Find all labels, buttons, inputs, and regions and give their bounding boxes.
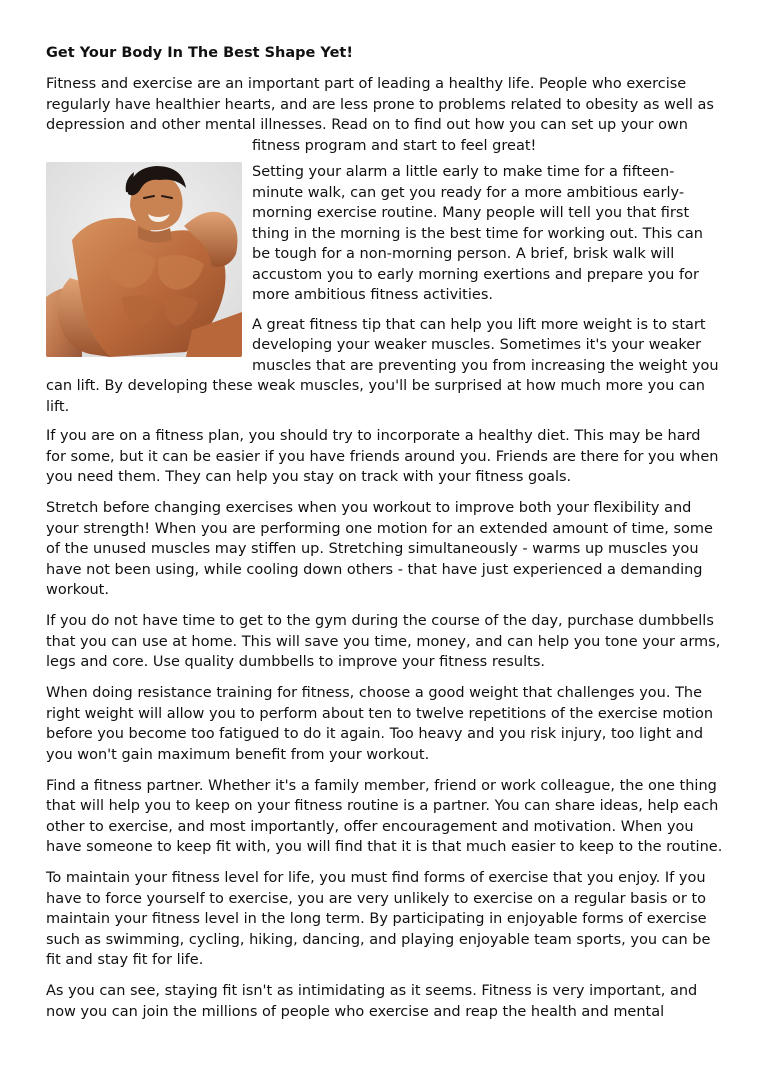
document-content — [46, 43, 724, 1022]
paragraph-4: Stretch before changing exercises when you workout to improve both your flexibility and your strength! When you are performing one motion for an extended amount of time, some of the unused muscles may stiffen up. Stretching simultaneously - warms up muscles you have not been using, while cooling down others - that have just experienced a demanding workout. — [46, 500, 713, 598]
paragraph-7: Find a fitness partner. Whether it's a family member, friend or work colleague, the one thing that will help you to keep on your fitness routine is a partner. You can share ideas, help each other to exercise, and most importantly, offer encouragement and motivation. When you have someone to keep fit with, you will find that it is that much easier to keep to the routine. — [46, 777, 723, 855]
paragraph-6: When doing resistance training for fitness, choose a good weight that challenges you. The right weight will allow you to perform about ten to twelve repetitions of the exercise motion before you become too fatigued to do it again. Too heavy and you risk injury, too light and you won't gain maximum benefit from your workout. — [46, 685, 714, 763]
intro-paragraph — [46, 74, 724, 156]
page-title: Get Your Body In The Best Shape Yet! — [46, 45, 353, 61]
intro-text: Fitness and exercise are an important part of leading a healthy life. People who exercise regularly have healthier hearts, and are less prone to problems related to obesity as well as depression and other mental illnesses. Read on to find out how you can set up your own — [46, 76, 714, 133]
bodybuilder-illustration — [46, 162, 242, 357]
paragraph-2: A great fitness tip that can help you lift more weight is to start developing your weaker muscles. Sometimes it's your weaker muscles that are preventing you from increasing the weight you can lift. By developing these weak muscles, you'll be surprised at how much more you can lift. — [46, 316, 719, 415]
paragraph-5: If you do not have time to get to the gym during the course of the day, purchase dumbbells that you can use at home. This will save you time, money, and can help you tone your arms, legs and core. Use quality dumbbells to improve your fitness results. — [46, 613, 721, 670]
paragraph-8: To maintain your fitness level for life, you must find forms of exercise that you enjoy. If you have to force yourself to exercise, you are very unlikely to exercise on a regular basis or to maintain your fitness level in the long term. By participating in enjoyable forms of exercise such as swimming, cycling, hiking, dancing, and playing enjoyable team sports, you can be fit and stay fit for life. — [46, 870, 711, 968]
paragraph-3: If you are on a fitness plan, you should try to incorporate a healthy diet. This may be hard for some, but it can be easier if you have friends around you. Friends are there for you when you need them. They can help you stay on track with your fitness goals. — [46, 428, 719, 485]
intro-tail: fitness program and start to feel great! — [252, 137, 537, 154]
bodybuilder-photo — [46, 162, 242, 357]
paragraph-9: As you can see, staying fit isn't as intimidating as it seems. Fitness is very important, and now you can join the millions of people who exercise and reap the health and mental — [46, 983, 698, 1020]
paragraph-1: Setting your alarm a little early to make time for a fifteen-minute walk, can get you ready for a more ambitious early-morning exercise routine. Many people will tell you that first thing in the morning is the best time for working out. This can be tough for a non-morning person. A brief, brisk walk will accustom you to early morning exertions and prepare you for more ambitious fitness activities. — [252, 164, 703, 303]
